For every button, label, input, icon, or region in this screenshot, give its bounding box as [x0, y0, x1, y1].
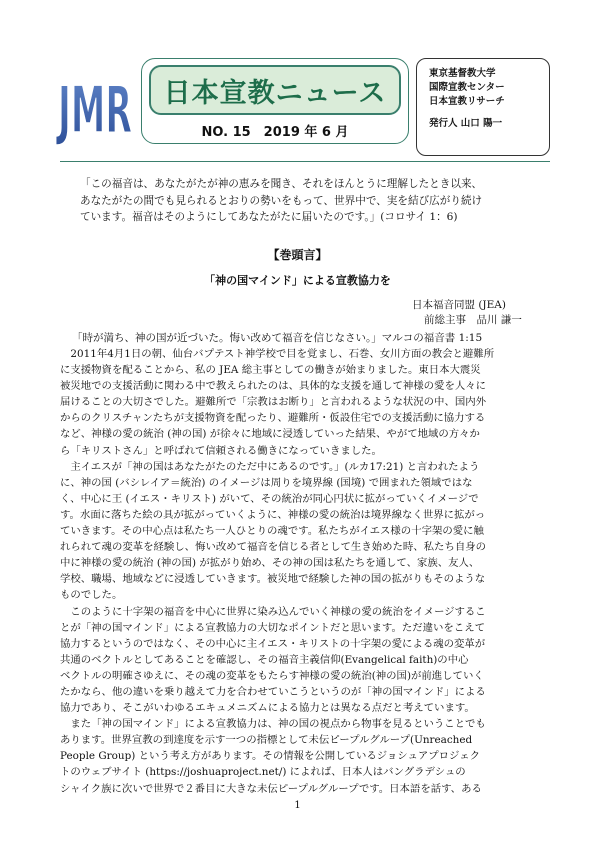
page-number: 1 [294, 800, 301, 811]
body-line: など、神様の愛の統治 (神の国) が徐々に地域に浸透していった結果、やがて地域の方々か [60, 428, 480, 441]
body-line: に、神の国 (バシレイア＝統治) のイメージは周りを境界線 (国境) で囲まれた領域ではな [60, 476, 473, 489]
body-line: 中に神様の愛の統治 (神の国) が拡がり始め、その神の国は私たちを通して、家族、友人、 [60, 557, 480, 570]
org-line: 東京基督教大学 [429, 68, 496, 79]
body-line: 協力であり、そこがいわゆるエキュメニズムによる協力とは異なる点だと考えています。 [60, 702, 475, 715]
quote-line: あなたがたの間でも見られるとおりの勢いをもって、世界中で、実を結び広がり続け [80, 194, 483, 207]
publisher-box [416, 58, 550, 156]
article-title: 「神の国マインド」による宣教協力を [204, 274, 391, 287]
header-divider [60, 161, 550, 162]
body-line: ら「キリストさん」と呼ばれて信頼される働きになっていきました。 [60, 444, 382, 457]
body-line: からのクリスチャンたちが支援物資を配ったり、避難所・仮設住宅での支援活動に協力する [60, 412, 486, 425]
body-line: 主イエスが「神の国はあなたがたのただ中にあるのです。」(ルカ17:21) と言われたよう [60, 460, 480, 473]
body-line: 協力するというのではなく、その中心に主イエス・キリストの十字架の愛による魂の変革が [60, 637, 486, 650]
org-line: 日本宣教リサーチ [429, 96, 505, 107]
body-line: シャイク族に次いで世界で２番目に大きな未伝ピープルグループです。日本語を話す、ある [60, 782, 482, 795]
article-body [60, 346, 552, 797]
org-line: 国際宣教センター [429, 82, 505, 93]
body-line: とが「神の国マインド」による宣教協力の大切なポイントだと思います。ただ違いをこえて [60, 621, 485, 634]
quote-line: 「この福音は、あなたがたが神の恵みを聞き、それをほんとうに理解したとき以来、 [80, 178, 483, 190]
title-box [141, 58, 409, 144]
author-org: 日本福音同盟 (JEA) [412, 299, 506, 311]
epigraph: 「時が満ち、神の国が近づいた。悔い改めて福音を信じなさい。」マルコの福音書 1:15 [72, 332, 483, 344]
body-line: ベクトルの明確さゆえに、その魂の変革をもたらす神様の愛の統治(神の国)が前進していく [60, 669, 484, 682]
author-name: 前総主事 品川 謙一 [424, 314, 522, 326]
body-line: に支援物資を配ることから、私の JEA 総主事としての働きが始まりました。東日本大震災 [60, 364, 481, 377]
newsletter-title: 日本宣教ニュース [163, 77, 387, 109]
issue-number: NO. 15 2019 年 6 月 [201, 125, 349, 140]
body-line: す。水面に落ちた絵の具が拡がっていくように、神様の愛の統治は境界線なく世界に拡がっ [60, 508, 486, 521]
publisher-name: 発行人 山口 陽一 [429, 118, 503, 129]
body-line: く、中心に王 (イエス・キリスト) がいて、その統治が同心円状に拡がっていくイメージで [60, 492, 479, 505]
jmr-logo [55, 66, 134, 148]
body-line: あります。世界宣教の到達度を示す一つの指標として未伝ピープルグループ(Unreached [60, 734, 473, 747]
body-line: ものでした。 [60, 589, 123, 602]
scripture-quote [80, 176, 550, 226]
body-line: トのウェブサイト (https://joshuaproject.net/) によれば、日本人はバングラデシュの [60, 766, 466, 779]
body-line: このように十字架の福音を中心に世界に染み込んでいく神様の愛の統治をイメージするこ [60, 605, 486, 618]
body-line: 2011年4月1日の朝、仙台バプテスト神学校で目を覚まし、石巻、女川方面の教会と避難所 [60, 348, 495, 360]
section-label: 【巻頭言】 [267, 248, 328, 262]
body-line: 共通のベクトルとしてあることを確認し、その福音主義信仰(Evangelical faith)の中心 [60, 653, 469, 666]
body-line: 被災地での支援活動に関わる中で教えられたのは、具体的な支援を通して神様の愛を人々に [60, 380, 487, 393]
body-line: People Group) という考え方があります。その情報を公開しているジョシュアプロジェク [60, 750, 481, 763]
logo-text: JMR [55, 72, 133, 148]
quote-line: ています。福音はそのようにしてあなたがたに届いたのです。」(コロサイ 1：6) [80, 211, 458, 223]
body-line: 届けることの大切さでした。避難所で「宗教はお断り」と言われるような状況の中、国内外 [60, 396, 487, 409]
body-line: また「神の国マインド」による宣教協力は、神の国の視点から物事を見るということでも [60, 718, 486, 731]
body-line: ていきます。その中心点は私たち一人ひとりの魂です。私たちがイエス様の十字架の愛に触 [60, 525, 484, 538]
title-banner [149, 65, 401, 115]
body-line: たかなら、他の違いを乗り越えて力を合わせていこうというのが「神の国マインド」による [60, 685, 486, 698]
body-line: れられて魂の変革を経験し、悔い改めて福音を信じる者として生き始めた時、私たち自身の [60, 541, 487, 554]
body-line: 学校、職場、地域などに浸透していきます。被災地で経験した神の国の拡がりもそのような [60, 573, 486, 586]
